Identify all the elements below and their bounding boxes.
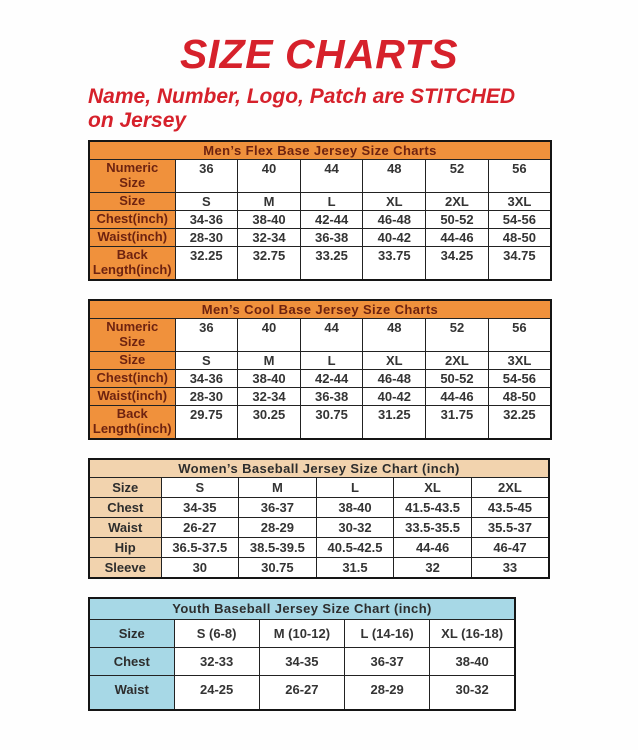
- size-value-cell: 34-35: [259, 648, 344, 676]
- size-value-cell: 46-47: [471, 538, 549, 558]
- size-value-cell: XL: [394, 478, 472, 498]
- row-label: Waist: [89, 518, 161, 538]
- size-value-cell: 54-56: [488, 211, 551, 229]
- size-value-cell: 2XL: [471, 478, 549, 498]
- size-value-cell: L: [300, 193, 363, 211]
- table-title-row: [89, 459, 549, 478]
- size-value-cell: 32.75: [238, 247, 301, 280]
- row-label: Chest: [89, 498, 161, 518]
- size-value-cell: 38-40: [430, 648, 515, 676]
- table-row: [89, 538, 549, 558]
- womens-baseball-size-table: [88, 458, 550, 579]
- table-row: [89, 405, 551, 438]
- size-value-cell: 38-40: [238, 211, 301, 229]
- size-value-cell: M: [238, 351, 301, 369]
- table-row: [89, 318, 551, 351]
- size-value-cell: 31.5: [316, 558, 394, 578]
- size-value-cell: 38-40: [238, 369, 301, 387]
- page-subtitle-line-1: Name, Number, Logo, Patch are STITCHED: [88, 85, 516, 109]
- size-value-cell: 33.5-35.5: [394, 518, 472, 538]
- size-value-cell: 30.75: [300, 405, 363, 438]
- page-subtitle: [88, 85, 598, 132]
- size-value-cell: 42-44: [300, 369, 363, 387]
- row-label: Waist(inch): [89, 387, 175, 405]
- size-value-cell: 40.5-42.5: [316, 538, 394, 558]
- size-value-cell: S: [161, 478, 239, 498]
- size-value-cell: 34-36: [175, 211, 238, 229]
- size-value-cell: 40-42: [363, 229, 426, 247]
- size-value-cell: 44-46: [426, 229, 489, 247]
- size-value-cell: S: [175, 351, 238, 369]
- size-value-cell: 56: [488, 318, 551, 351]
- size-value-cell: 50-52: [426, 211, 489, 229]
- size-value-cell: M: [238, 193, 301, 211]
- size-value-cell: 40: [238, 160, 301, 193]
- row-label: Numeric Size: [89, 318, 175, 351]
- size-value-cell: 32-33: [174, 648, 259, 676]
- size-value-cell: 48: [363, 318, 426, 351]
- size-value-cell: 44-46: [394, 538, 472, 558]
- size-value-cell: S (6-8): [174, 620, 259, 648]
- size-value-cell: 28-29: [345, 676, 430, 710]
- size-value-cell: 31.75: [426, 405, 489, 438]
- size-value-cell: 52: [426, 318, 489, 351]
- table-row: [89, 351, 551, 369]
- size-value-cell: XL: [363, 193, 426, 211]
- row-label: Back Length(inch): [89, 247, 175, 280]
- size-value-cell: 56: [488, 160, 551, 193]
- table-row: [89, 387, 551, 405]
- table-row: [89, 620, 515, 648]
- row-label: Waist(inch): [89, 229, 175, 247]
- size-value-cell: 33: [471, 558, 549, 578]
- size-value-cell: 46-48: [363, 369, 426, 387]
- row-label: Chest: [89, 648, 174, 676]
- table-row: [89, 369, 551, 387]
- size-value-cell: 36: [175, 160, 238, 193]
- table-title-row: [89, 141, 551, 160]
- size-value-cell: 28-29: [239, 518, 317, 538]
- size-value-cell: 46-48: [363, 211, 426, 229]
- size-value-cell: 34-35: [161, 498, 239, 518]
- youth-baseball-size-table: [88, 597, 516, 711]
- size-value-cell: 30.25: [238, 405, 301, 438]
- size-value-cell: 44-46: [426, 387, 489, 405]
- size-value-cell: 30: [161, 558, 239, 578]
- table-row: [89, 498, 549, 518]
- table-row: [89, 247, 551, 280]
- table-row: [89, 160, 551, 193]
- size-value-cell: XL (16-18): [430, 620, 515, 648]
- table-row: [89, 193, 551, 211]
- size-value-cell: 42-44: [300, 211, 363, 229]
- size-value-cell: 34-36: [175, 369, 238, 387]
- size-value-cell: 54-56: [488, 369, 551, 387]
- size-value-cell: L: [316, 478, 394, 498]
- size-value-cell: 43.5-45: [471, 498, 549, 518]
- size-value-cell: 28-30: [175, 387, 238, 405]
- row-label: Hip: [89, 538, 161, 558]
- size-value-cell: 48-50: [488, 229, 551, 247]
- table-row: [89, 211, 551, 229]
- size-value-cell: 30.75: [239, 558, 317, 578]
- row-label: Size: [89, 478, 161, 498]
- size-value-cell: 36-38: [300, 387, 363, 405]
- size-value-cell: 2XL: [426, 193, 489, 211]
- table-row: [89, 558, 549, 578]
- size-value-cell: 36-37: [345, 648, 430, 676]
- table-title: Men’s Flex Base Jersey Size Charts: [89, 141, 551, 160]
- size-value-cell: 36-38: [300, 229, 363, 247]
- row-label: Size: [89, 620, 174, 648]
- row-label: Chest(inch): [89, 369, 175, 387]
- size-value-cell: 34.25: [426, 247, 489, 280]
- table-title: Women’s Baseball Jersey Size Chart (inch): [89, 459, 549, 478]
- size-value-cell: 32-34: [238, 229, 301, 247]
- size-value-cell: 30-32: [430, 676, 515, 710]
- size-value-cell: M: [239, 478, 317, 498]
- size-value-cell: 33.75: [363, 247, 426, 280]
- size-value-cell: 35.5-37: [471, 518, 549, 538]
- size-value-cell: 2XL: [426, 351, 489, 369]
- row-label: Size: [89, 351, 175, 369]
- table-row: [89, 229, 551, 247]
- size-value-cell: 26-27: [161, 518, 239, 538]
- size-value-cell: 33.25: [300, 247, 363, 280]
- row-label: Size: [89, 193, 175, 211]
- size-value-cell: M (10-12): [259, 620, 344, 648]
- table-row: [89, 518, 549, 538]
- size-value-cell: 44: [300, 160, 363, 193]
- size-value-cell: 38-40: [316, 498, 394, 518]
- size-value-cell: 41.5-43.5: [394, 498, 472, 518]
- size-value-cell: 24-25: [174, 676, 259, 710]
- size-value-cell: 36: [175, 318, 238, 351]
- size-value-cell: 32.25: [488, 405, 551, 438]
- table-row: [89, 648, 515, 676]
- size-value-cell: XL: [363, 351, 426, 369]
- size-value-cell: 44: [300, 318, 363, 351]
- mens-cool-base-size-table: [88, 299, 552, 440]
- size-value-cell: 26-27: [259, 676, 344, 710]
- row-label: Back Length(inch): [89, 405, 175, 438]
- table-row: [89, 676, 515, 710]
- size-value-cell: 38.5-39.5: [239, 538, 317, 558]
- size-value-cell: 36-37: [239, 498, 317, 518]
- size-value-cell: 30-32: [316, 518, 394, 538]
- size-value-cell: 32: [394, 558, 472, 578]
- size-value-cell: 3XL: [488, 351, 551, 369]
- size-value-cell: 28-30: [175, 229, 238, 247]
- size-value-cell: 34.75: [488, 247, 551, 280]
- size-value-cell: 40: [238, 318, 301, 351]
- mens-flex-base-size-table: [88, 140, 552, 281]
- page-title: SIZE CHARTS: [179, 31, 459, 77]
- size-value-cell: 32.25: [175, 247, 238, 280]
- table-title-row: [89, 300, 551, 319]
- size-value-cell: S: [175, 193, 238, 211]
- size-value-cell: 36.5-37.5: [161, 538, 239, 558]
- table-title: Men’s Cool Base Jersey Size Charts: [89, 300, 551, 319]
- size-value-cell: 48-50: [488, 387, 551, 405]
- size-value-cell: 31.25: [363, 405, 426, 438]
- table-row: [89, 478, 549, 498]
- size-value-cell: 32-34: [238, 387, 301, 405]
- size-value-cell: L: [300, 351, 363, 369]
- table-title: Youth Baseball Jersey Size Chart (inch): [89, 598, 515, 620]
- row-label: Waist: [89, 676, 174, 710]
- page-subtitle-line-2: on Jersey: [88, 108, 187, 132]
- row-label: Chest(inch): [89, 211, 175, 229]
- size-value-cell: 40-42: [363, 387, 426, 405]
- size-value-cell: L (14-16): [345, 620, 430, 648]
- size-value-cell: 50-52: [426, 369, 489, 387]
- size-tables-section: [88, 140, 638, 711]
- size-value-cell: 29.75: [175, 405, 238, 438]
- size-value-cell: 3XL: [488, 193, 551, 211]
- row-label: Sleeve: [89, 558, 161, 578]
- size-value-cell: 48: [363, 160, 426, 193]
- row-label: Numeric Size: [89, 160, 175, 193]
- table-title-row: [89, 598, 515, 620]
- size-value-cell: 52: [426, 160, 489, 193]
